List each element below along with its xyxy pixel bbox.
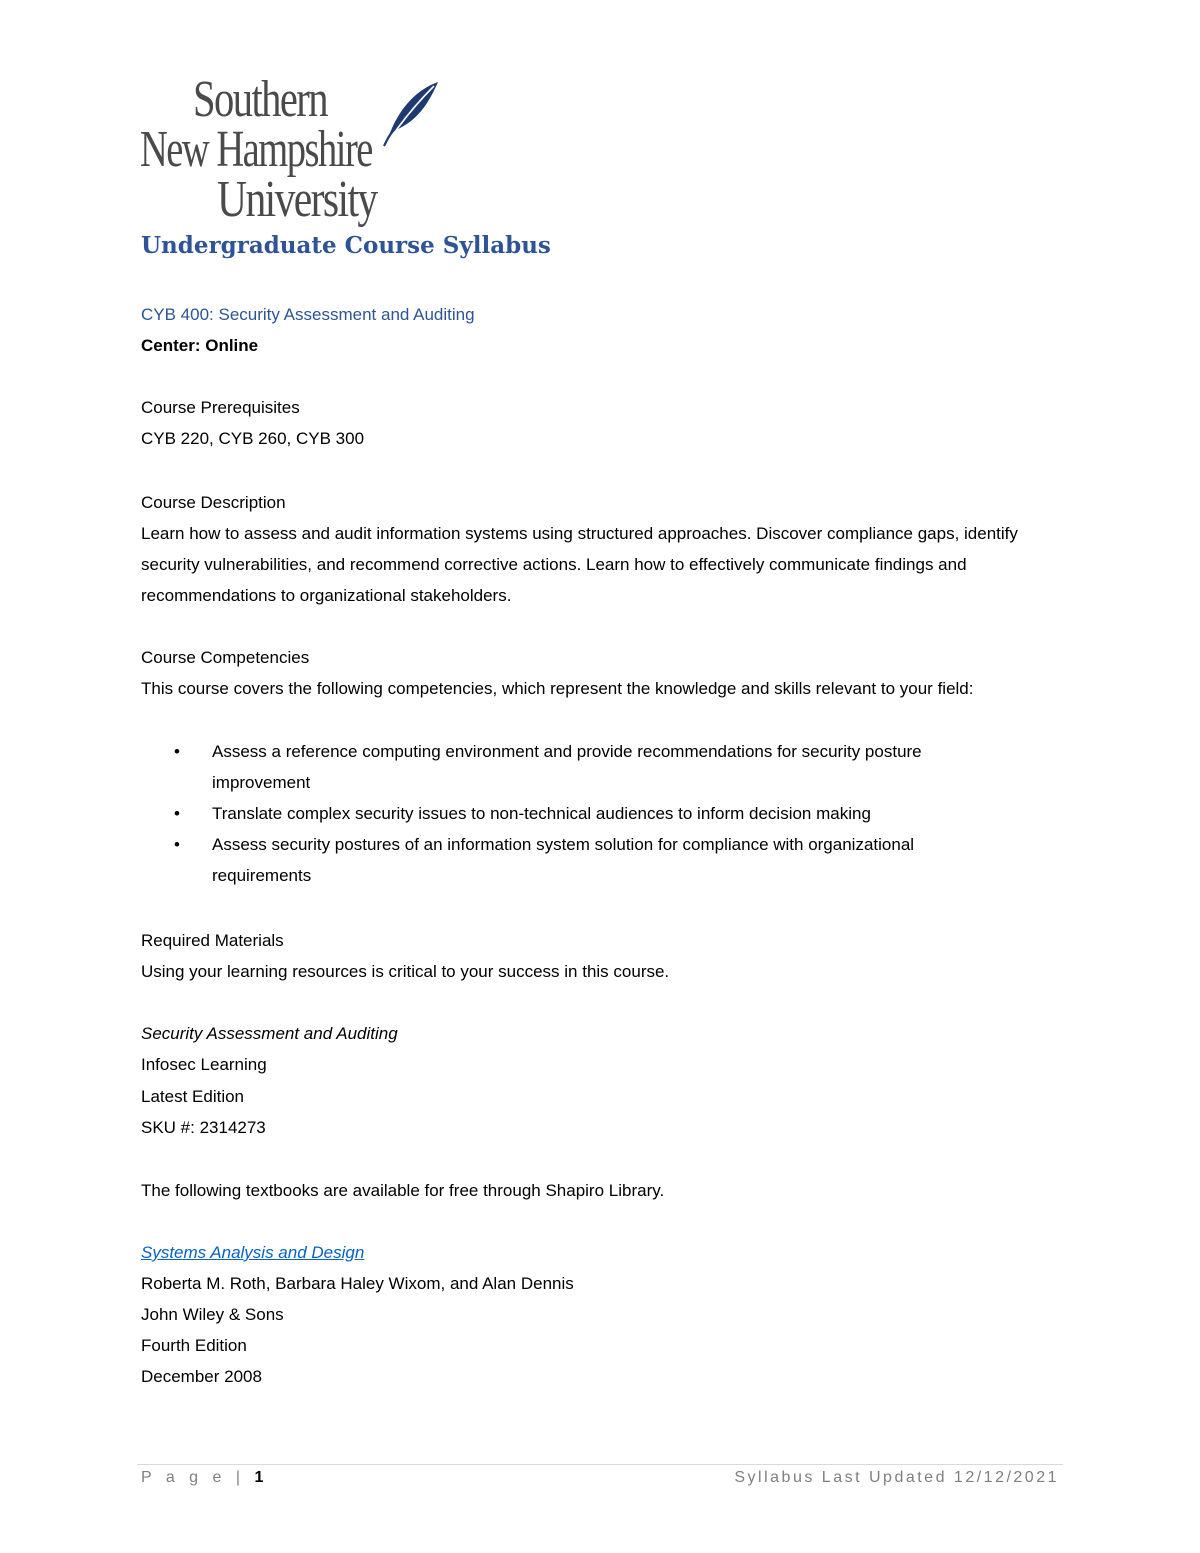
- book2-title-link[interactable]: Systems Analysis and Design: [141, 1243, 365, 1262]
- course-center: Center: Online: [141, 336, 259, 355]
- bullet-icon: •: [174, 835, 180, 854]
- footer-page-label: [141, 1469, 268, 1487]
- book2-authors: Roberta M. Roth, Barbara Haley Wixom, and Alan Dennis: [141, 1274, 574, 1293]
- competency-text: Assess security postures of an information system solution for compliance with organizational requirements: [212, 835, 915, 885]
- materials-intro: Using your learning resources is critical to your success in this course.: [141, 962, 670, 981]
- book1-edition: Latest Edition: [141, 1087, 245, 1106]
- page-title: Undergraduate Course Syllabus: [141, 232, 551, 259]
- list-item: [141, 736, 982, 798]
- free-textbooks-note: The following textbooks are available for free through Shapiro Library.: [141, 1181, 665, 1200]
- footer-divider: [137, 1464, 1063, 1465]
- competencies-intro: This course covers the following competencies, which represent the knowledge and skills relevant to your field:: [141, 679, 974, 698]
- prerequisites-list: CYB 220, CYB 260, CYB 300: [141, 429, 365, 448]
- footer-last-updated: Syllabus Last Updated 12/12/2021: [734, 1469, 1059, 1486]
- book2-publisher: John Wiley & Sons: [141, 1305, 284, 1324]
- bullet-icon: •: [174, 742, 180, 761]
- competencies-list: [141, 736, 1041, 891]
- logo-line-1: Southern: [193, 71, 327, 128]
- description-text: Learn how to assess and audit information systems using structured approaches. Discover compliance gaps, identify security vulnerabilities, and recommend corrective actions. Learn how to effectively communicate findings and recommendations to organizational stakeholders.: [141, 524, 1018, 605]
- logo-line-3: University: [217, 171, 377, 228]
- page-label: P a g e |: [141, 1469, 246, 1486]
- book1-title: Security Assessment and Auditing: [141, 1024, 398, 1043]
- logo-line-2: New Hampshire: [140, 121, 372, 178]
- book2-date: December 2008: [141, 1367, 262, 1386]
- course-code-title: CYB 400: Security Assessment and Auditing: [141, 305, 475, 324]
- book1-sku: SKU #: 2314273: [141, 1118, 266, 1137]
- leaf-icon: [380, 78, 442, 148]
- competency-text: Translate complex security issues to non-technical audiences to inform decision making: [212, 804, 871, 823]
- book1-publisher: Infosec Learning: [141, 1055, 267, 1074]
- description-heading: Course Description: [141, 493, 286, 512]
- competencies-heading: Course Competencies: [141, 648, 310, 667]
- prerequisites-heading: Course Prerequisites: [141, 398, 300, 417]
- list-item: [141, 798, 982, 829]
- university-logo: [140, 70, 450, 230]
- competency-text: Assess a reference computing environment and provide recommendations for security posture improvement: [212, 742, 922, 792]
- page-number: 1: [254, 1469, 269, 1486]
- book2-edition: Fourth Edition: [141, 1336, 247, 1355]
- bullet-icon: •: [174, 804, 180, 823]
- materials-heading: Required Materials: [141, 931, 284, 950]
- list-item: [141, 829, 982, 891]
